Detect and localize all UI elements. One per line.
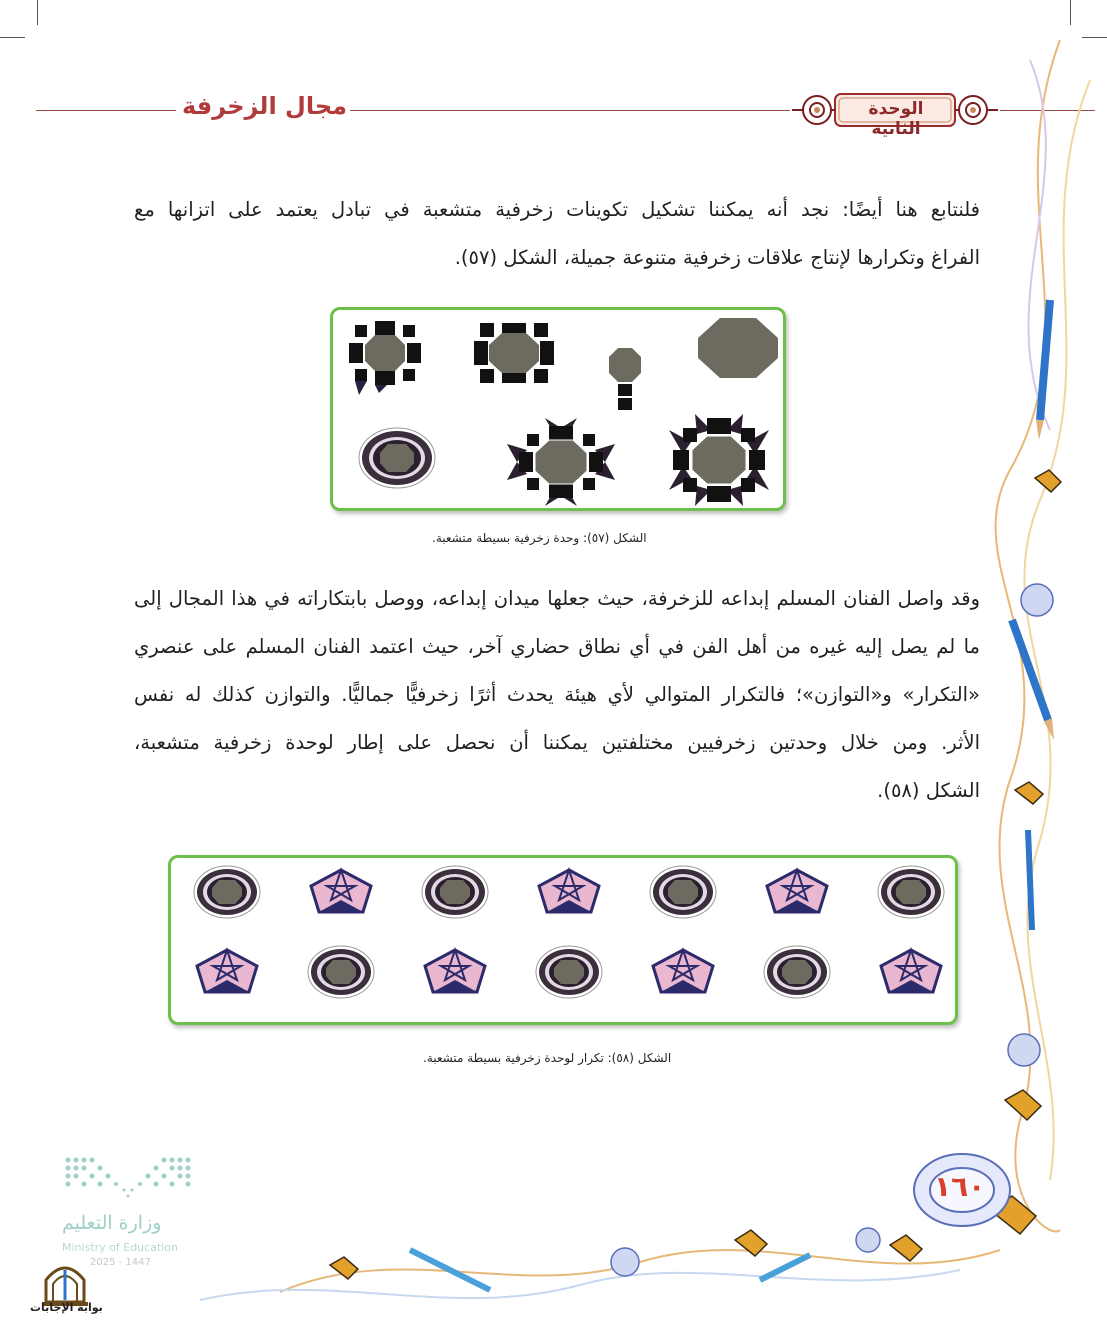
answers-portal-label: بوابة الإجابات	[30, 1301, 103, 1314]
paragraph-line: الأثر. ومن خلال وحدتين زخرفيين مختلفتين يمكننا أن نحصل على إطار لوحدة زخرفية متشعبة،	[134, 731, 980, 754]
paragraph-line: فلنتابع هنا أيضًا: نجد أنه يمكننا تشكيل تكوينات زخرفية متشعبة في تبادل يعتمد على اتزانها مع	[134, 198, 980, 221]
figure-58-caption: الشكل (٥٨): تكرار لوحدة زخرفية بسيطة متشعبة.	[423, 1051, 672, 1065]
ministry-name-english: Ministry of Education	[62, 1241, 179, 1254]
ministry-name-arabic: وزارة التعليم	[62, 1212, 162, 1234]
paragraph-line: وقد واصل الفنان المسلم إبداعه للزخرفة، حيث جعلها ميدان إبداعه، ووصل بابتكاراته في هذا المجال إلى	[134, 587, 980, 610]
ministry-year: 2025 - 1447	[90, 1257, 151, 1268]
paragraph-line: ما لم يصل إليه غيره من أهل الفن في أي نطاق حضاري آخر، حيث اعتمد الفنان المسلم على عنصري	[134, 635, 980, 658]
paragraph-line: الفراغ وتكرارها لإنتاج علاقات زخرفية متنوعة جميلة، الشكل (٥٧).	[454, 246, 980, 269]
pencil-icon	[1036, 300, 1050, 440]
pencil-icon	[1028, 830, 1032, 930]
paragraph-line: «التكرار» و«التوازن»؛ فالتكرار المتوالي لأي هيئة يحدث أثرًا زخرفيًّا جماليًّا. والتوازن كذلك له نفس	[134, 683, 980, 706]
unit-label: الوحدة الثانية	[868, 99, 924, 139]
pencil-icon	[1012, 620, 1054, 740]
paragraph-line: الشكل (٥٨).	[877, 779, 980, 802]
page-number: ١٦٠	[934, 1170, 986, 1203]
figure-57-caption: الشكل (٥٧): وحدة زخرفية بسيطة متشعبة.	[432, 531, 647, 545]
subject-title: مجال الزخرفة	[182, 92, 348, 120]
